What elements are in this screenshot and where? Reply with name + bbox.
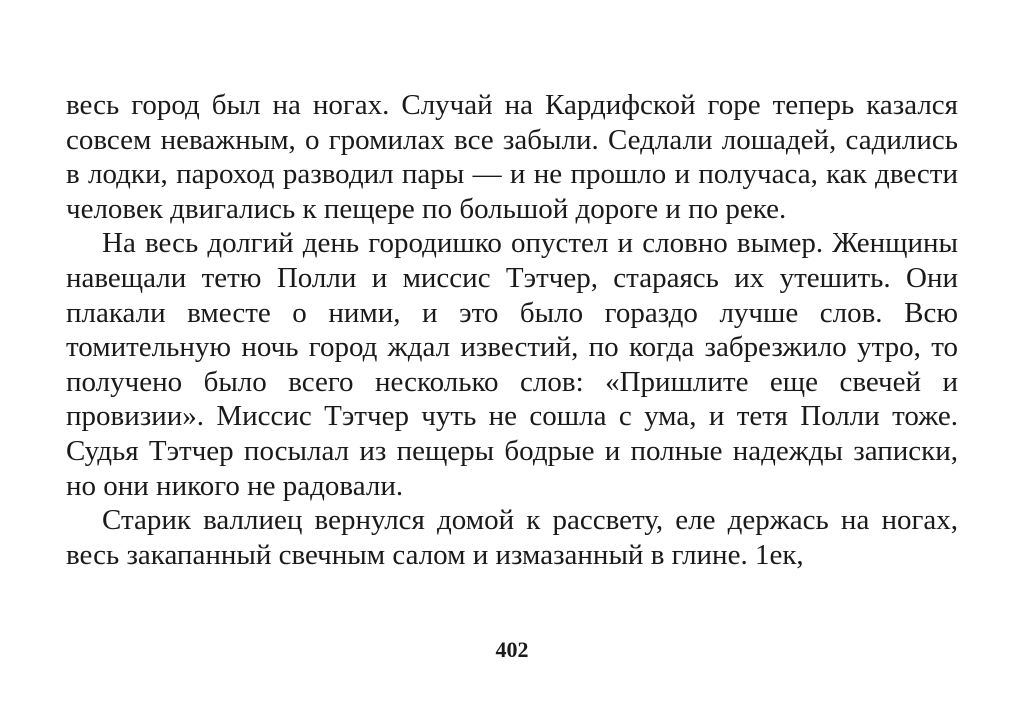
paragraph-2: На весь долгий день городишко опустел и словно вымер. Женщины навещали тетю Полли и миссис Тэтчер, стараясь их утешить. Они плакали вместе о ними, и это было гораздо лучше слов. Всю томительную ночь город ждал известий, по когда забрезжило утро, то получено было всего несколько слов: «Пришлите еще свечей и провизии». Миссис Тэтчер чуть не сошла с ума, и тетя Полли тоже. Судья Тэтчер посылал из пещеры бодрые и полные надежды записки, но они никого не радовали. bbox=[66, 227, 958, 502]
page-text-block bbox=[66, 88, 958, 572]
paragraph-3: Старик валлиец вернулся домой к рассвету, еле держась на ногах, весь закапанный свечным салом и измазанный в глине. 1ек, bbox=[66, 504, 958, 571]
paragraph-1: весь город был на ногах. Случай на Кардифской горе теперь казался совсем неважным, о громилах все забыли. Седлали лошадей, садились в лодки, пароход разводил пары — и не прошло и получаса, как двести человек двигались к пещере по большой дороге и по реке. bbox=[66, 89, 958, 225]
page-number: 402 bbox=[495, 637, 529, 662]
